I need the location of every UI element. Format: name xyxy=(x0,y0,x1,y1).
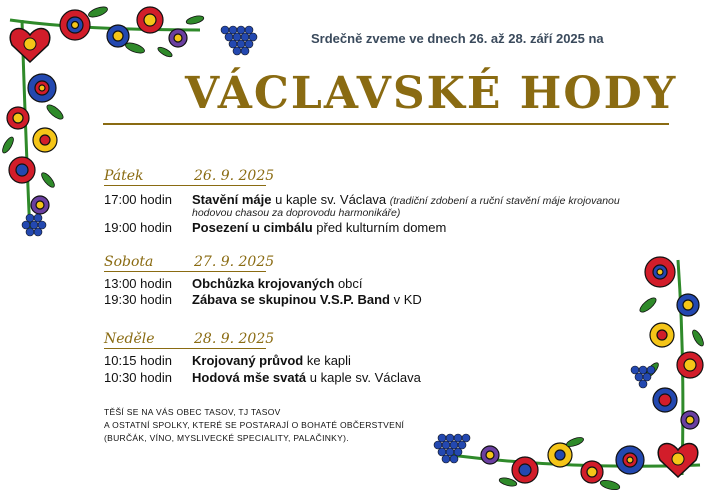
folk-ornament-bottom-right xyxy=(420,250,707,500)
event-title: Hodová mše svatá xyxy=(192,370,307,385)
schedule-row xyxy=(104,276,363,292)
day-heading-sunday xyxy=(104,331,404,349)
day-name: Pátek xyxy=(104,168,144,184)
event-place: u kaple sv. Václava xyxy=(306,370,421,385)
day-date: 26. 9. 2025 xyxy=(194,168,275,184)
event-time: 19:30 hodin xyxy=(104,292,172,307)
schedule-row xyxy=(104,292,422,308)
event-place: u kaple sv. Václava xyxy=(271,192,390,207)
event-note: (tradiční zdobení a ruční stavění máje krojovanou xyxy=(389,195,620,207)
day-underline xyxy=(104,348,266,349)
day-name: Neděle xyxy=(104,331,155,347)
title-underline xyxy=(103,123,669,125)
event-place: ke kapli xyxy=(303,353,351,368)
event-time: 19:00 hodin xyxy=(104,220,172,235)
footer-line: A OSTATNÍ SPOLKY, KTERÉ SE POSTARAJÍ O BOHATÉ OBČERSTVENÍ xyxy=(104,420,405,430)
event-time: 17:00 hodin xyxy=(104,192,172,207)
event-time: 10:15 hodin xyxy=(104,353,172,368)
footer-line: (BURČÁK, VÍNO, MYSLIVECKÉ SPECIALITY, PALAČINKY). xyxy=(104,433,349,443)
schedule-row xyxy=(104,353,351,369)
event-title: Obchůzka krojovaných xyxy=(192,276,335,291)
event-place: obcí xyxy=(334,276,363,291)
event-place: před kulturním domem xyxy=(312,220,447,235)
page-title: VÁCLAVSKÉ HODY xyxy=(185,68,678,119)
event-title: Krojovaný průvod xyxy=(192,353,304,368)
event-title: Zábava se skupinou V.S.P. Band xyxy=(192,292,390,307)
day-name: Sobota xyxy=(104,254,154,270)
event-title: Stavění máje xyxy=(192,192,272,207)
event-note-continued: hodovou chasou za doprovodu harmonikáře) xyxy=(192,207,401,219)
footer-note xyxy=(104,406,404,445)
event-time: 13:00 hodin xyxy=(104,276,172,291)
day-date: 28. 9. 2025 xyxy=(194,331,275,347)
day-heading-saturday xyxy=(104,254,404,272)
day-heading-friday xyxy=(104,168,404,186)
day-underline xyxy=(104,185,266,186)
invitation-text: Srdečně zveme ve dnech 26. až 28. září 2025 na xyxy=(311,31,604,46)
footer-line: TĚŠÍ SE NA VÁS OBEC TASOV, TJ TASOV xyxy=(104,407,281,417)
day-underline xyxy=(104,271,266,272)
event-place: v KD xyxy=(389,292,422,307)
schedule-row xyxy=(104,220,446,236)
day-date: 27. 9. 2025 xyxy=(194,254,275,270)
event-title: Posezení u cimbálu xyxy=(192,220,313,235)
schedule-row xyxy=(104,370,421,386)
event-time: 10:30 hodin xyxy=(104,370,172,385)
